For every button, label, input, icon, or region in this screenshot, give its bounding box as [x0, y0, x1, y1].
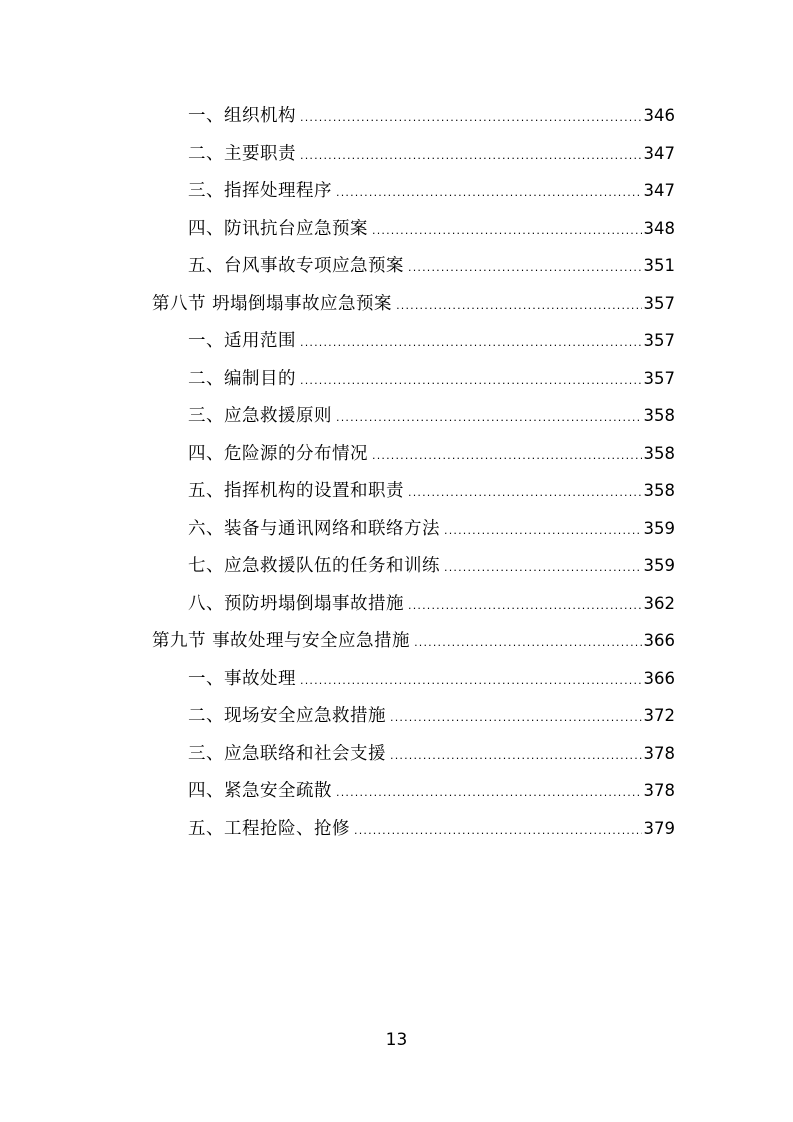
toc-dot-leader — [396, 287, 641, 325]
toc-entry-label: 五、指挥机构的设置和职责 — [188, 481, 404, 501]
toc-entry-page: 347 — [643, 181, 675, 200]
toc-entry-label: 三、指挥处理程序 — [188, 181, 332, 201]
toc-section-entry[interactable] — [152, 285, 675, 323]
toc-entry-page: 379 — [643, 818, 675, 838]
toc-entry-label: 四、危险源的分布情况 — [188, 443, 368, 464]
toc-entry[interactable] — [152, 660, 675, 698]
toc-entry-page: 347 — [643, 143, 675, 163]
toc-entry-page: 366 — [643, 631, 675, 650]
toc-entry-page: 357 — [643, 331, 675, 350]
toc-entry-page: 348 — [643, 218, 675, 238]
toc-entry-label: 四、防讯抗台应急预案 — [188, 218, 368, 239]
toc-dot-leader — [336, 174, 642, 212]
toc-dot-leader — [354, 812, 642, 850]
toc-entry-label: 二、现场安全应急救措施 — [188, 706, 386, 726]
toc-entry-page: 359 — [643, 518, 675, 538]
toc-entry[interactable] — [152, 210, 675, 248]
toc-entry[interactable] — [152, 472, 675, 510]
toc-entry[interactable] — [152, 735, 675, 773]
toc-entry-page: 357 — [643, 368, 675, 388]
toc-dot-leader — [300, 324, 642, 362]
toc-dot-leader — [300, 362, 642, 400]
toc-dot-leader — [408, 474, 642, 512]
page-number: 13 — [385, 1030, 408, 1050]
toc-section-entry[interactable] — [152, 622, 675, 660]
toc-entry-page: 357 — [643, 293, 675, 313]
toc-entry[interactable] — [152, 697, 675, 735]
toc-dot-leader — [390, 699, 642, 737]
toc-entry-label: 三、应急联络和社会支援 — [188, 743, 386, 764]
toc-dot-leader — [300, 99, 642, 137]
toc-entry[interactable] — [152, 97, 675, 135]
toc-entry[interactable] — [152, 247, 675, 285]
toc-entry-label: 三、应急救援原则 — [188, 406, 332, 426]
toc-entry-page: 366 — [643, 668, 675, 688]
toc-dot-leader — [444, 512, 642, 550]
toc-dot-leader — [408, 249, 642, 287]
toc-entry[interactable] — [152, 585, 675, 623]
toc-dot-leader — [390, 737, 642, 775]
toc-entry[interactable] — [152, 547, 675, 585]
toc-entry-label: 七、应急救援队伍的任务和训练 — [188, 556, 440, 576]
toc-dot-leader — [372, 212, 642, 250]
toc-entry[interactable] — [152, 360, 675, 398]
toc-dot-leader — [336, 774, 642, 812]
toc-entry-label: 五、台风事故专项应急预案 — [188, 256, 404, 276]
toc-entry-label: 二、编制目的 — [188, 368, 296, 389]
toc-entry-label: 二、主要职责 — [188, 143, 296, 164]
toc-entry-label: 四、紧急安全疏散 — [188, 781, 332, 801]
toc-entry-page: 372 — [643, 706, 675, 725]
toc-entry-label: 一、事故处理 — [188, 668, 296, 689]
toc-entry[interactable] — [152, 322, 675, 360]
toc-section-label: 第八节 坍塌倒塌事故应急预案 — [152, 293, 393, 314]
toc-entry-page: 378 — [643, 781, 675, 800]
toc-dot-leader — [300, 137, 642, 175]
toc-entry-page: 351 — [643, 256, 675, 275]
toc-entry-page: 359 — [643, 556, 675, 575]
toc-entry[interactable] — [152, 172, 675, 210]
toc-dot-leader — [414, 624, 641, 662]
toc-entry-page: 362 — [643, 593, 675, 613]
toc-entry[interactable] — [152, 810, 675, 848]
toc-entry-page: 358 — [643, 443, 675, 463]
toc-entry-label: 一、组织机构 — [188, 106, 296, 126]
toc-entry-label: 六、装备与通讯网络和联络方法 — [188, 518, 440, 539]
toc-entry-page: 358 — [643, 481, 675, 500]
toc-entry[interactable] — [152, 435, 675, 473]
toc-entry[interactable] — [152, 510, 675, 548]
toc-dot-leader — [300, 662, 642, 700]
toc-entry[interactable] — [152, 397, 675, 435]
toc-entry-label: 五、工程抢险、抢修 — [188, 818, 350, 839]
toc-entry-page: 346 — [643, 106, 675, 125]
toc-entry-page: 378 — [643, 743, 675, 763]
toc-dot-leader — [336, 399, 642, 437]
toc-dot-leader — [372, 437, 642, 475]
toc-dot-leader — [444, 549, 642, 587]
toc-entry-page: 358 — [643, 406, 675, 425]
table-of-contents — [152, 97, 675, 847]
toc-entry-label: 一、适用范围 — [188, 331, 296, 351]
toc-dot-leader — [408, 587, 642, 625]
toc-entry-label: 八、预防坍塌倒塌事故措施 — [188, 593, 404, 614]
toc-entry[interactable] — [152, 772, 675, 810]
toc-entry[interactable] — [152, 135, 675, 173]
toc-section-label: 第九节 事故处理与安全应急措施 — [152, 631, 411, 651]
